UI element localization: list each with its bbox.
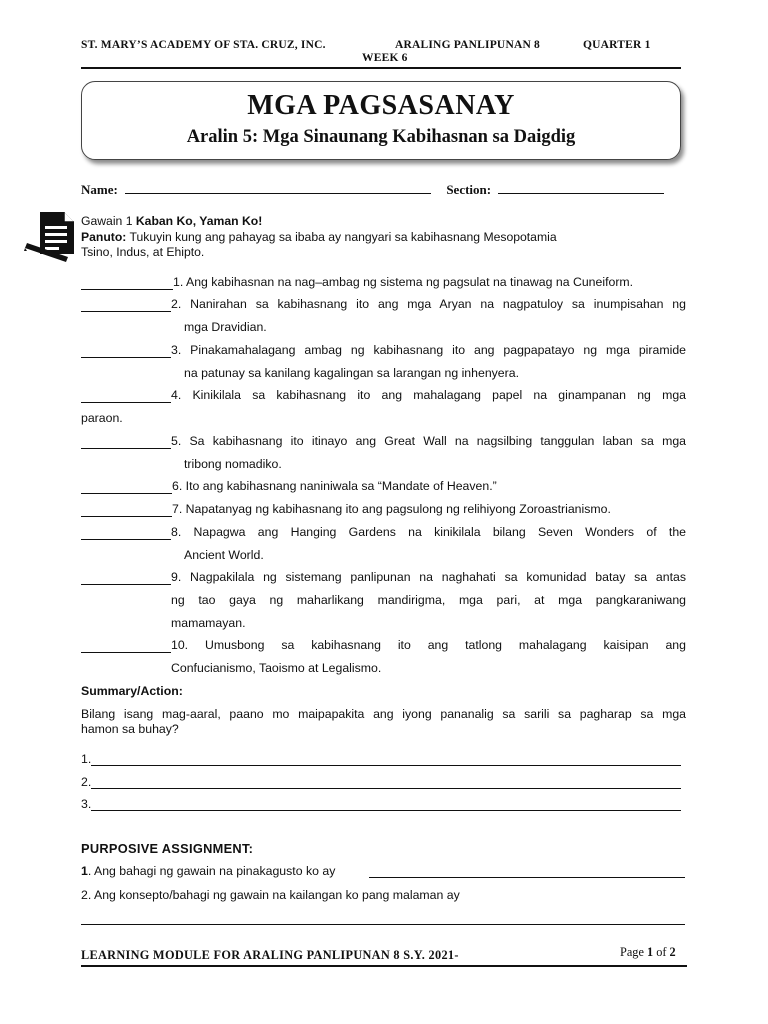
section-field[interactable] <box>498 182 664 194</box>
name-row <box>81 182 664 198</box>
instruction-label: Panuto: <box>81 230 127 244</box>
answer-blank-8[interactable] <box>81 539 171 540</box>
header-week: WEEK 6 <box>362 52 408 64</box>
activity-title <box>81 214 262 228</box>
activity-label: Gawain 1 <box>81 214 136 228</box>
item-9-cont: ng tao gaya ng maharlikang mandirigma, mga pari, at mga pangkaraniwang <box>171 593 686 607</box>
summary-answer-line-1[interactable] <box>91 765 681 766</box>
item-8-cont: Ancient World. <box>184 548 264 562</box>
footer-module: LEARNING MODULE FOR ARALING PANLIPUNAN 8 S.Y. 2021- <box>81 948 459 962</box>
instruction-line-2: Tsino, Indus, at Ehipto. <box>81 245 205 259</box>
header-divider <box>81 67 681 69</box>
item-5: 5. Sa kabihasnang ito itinayo ang Great Wall na nagsilbing tanggulan laban sa mga <box>171 434 686 448</box>
page-number: 1 <box>646 945 654 959</box>
item-8: 8. Napagwa ang Hanging Gardens na kinikilala bilang Seven Wonders of the <box>171 525 686 539</box>
assignment-answer-2[interactable] <box>81 924 685 925</box>
assignment-q2: 2. Ang konsepto/bahagi ng gawain na kailangan ko pang malaman ay <box>81 888 460 902</box>
summary-number-1: 1. <box>81 752 92 766</box>
page-total: 2 <box>669 945 676 959</box>
item-3-cont: na patunay sa kanilang kagalingan sa larangan ng inhenyera. <box>184 366 520 380</box>
summary-answer-line-2[interactable] <box>91 788 681 789</box>
footer-divider <box>81 965 687 967</box>
instruction-text: Tukuyin kung ang pahayag sa ibaba ay nangyari sa kabihasnang Mesopotamia <box>126 230 557 244</box>
item-9-cont-2: mamamayan. <box>171 616 246 630</box>
name-field[interactable] <box>125 182 431 194</box>
section-label: Section: <box>446 182 492 197</box>
summary-heading: Summary/Action: <box>81 684 183 698</box>
item-4-cont: paraon. <box>81 411 123 425</box>
answer-blank-5[interactable] <box>81 448 171 449</box>
answer-blank-1[interactable] <box>81 289 173 290</box>
item-3: 3. Pinakamahalagang ambag ng kabihasnang ito ang pagpapatayo ng mga piramide <box>171 343 686 357</box>
page-of: of <box>653 945 670 959</box>
title-box <box>81 81 681 160</box>
page-word: Page <box>620 945 647 959</box>
summary-number-2: 2. <box>81 775 92 789</box>
item-4: 4. Kinikilala sa kabihasnang ito ang mahalagang papel na ginampanan ng mga <box>171 388 686 402</box>
item-2: 2. Nanirahan sa kabihasnang ito ang mga Aryan na nagpatuloy sa inumpisahan ng <box>171 297 686 311</box>
header-school: ST. MARY’S ACADEMY OF STA. CRUZ, INC. <box>81 39 326 51</box>
answer-blank-2[interactable] <box>81 311 171 312</box>
page-title: MGA PAGSASANAY <box>247 90 515 121</box>
instruction-line-1 <box>81 230 557 244</box>
item-9: 9. Nagpakilala ng sistemang panlipunan na naghahati sa komunidad batay sa antas <box>171 570 686 584</box>
answer-blank-6[interactable] <box>81 493 172 494</box>
item-6: 6. Ito ang kabihasnang naniniwala sa “Mandate of Heaven.” <box>172 479 497 493</box>
answer-blank-3[interactable] <box>81 357 171 358</box>
header-quarter: QUARTER 1 <box>583 39 651 51</box>
summary-question: Bilang isang mag-aaral, paano mo maipapakita ang iyong pananalig sa sarili sa pagharap sa mga <box>81 707 686 721</box>
assignment-q1-number: 1 <box>81 864 88 878</box>
answer-blank-9[interactable] <box>81 584 171 585</box>
item-7: 7. Napatanyag ng kabihasnang ito ang pagsulong ng relihiyong Zoroastrianismo. <box>172 502 611 516</box>
lesson-title: Aralin 5: Mga Sinaunang Kabihasnan sa Daigdig <box>186 127 576 147</box>
header-subject: ARALING PANLIPUNAN 8 <box>395 39 540 51</box>
document-with-pen-icon <box>24 210 80 262</box>
name-label: Name: <box>81 182 118 197</box>
item-10-cont: Confucianismo, Taoismo at Legalismo. <box>171 661 382 675</box>
item-10: 10. Umusbong sa kabihasnang ito ang tatlong mahalagang kaisipan ang <box>171 638 686 652</box>
summary-number-3: 3. <box>81 797 92 811</box>
answer-blank-10[interactable] <box>81 652 171 653</box>
answer-blank-4[interactable] <box>81 402 171 403</box>
assignment-q1 <box>81 864 335 879</box>
item-2-cont: mga Dravidian. <box>184 320 267 334</box>
activity-name: Kaban Ko, Yaman Ko! <box>135 214 263 228</box>
footer-page <box>620 945 676 960</box>
assignment-q1-text: . Ang bahagi ng gawain na pinakagusto ko ay <box>87 864 336 878</box>
assignment-answer-1[interactable] <box>369 877 685 878</box>
answer-blank-7[interactable] <box>81 516 172 517</box>
summary-question-cont: hamon sa buhay? <box>81 722 179 736</box>
summary-answer-line-3[interactable] <box>91 810 681 811</box>
item-1: 1. Ang kabihasnan na nag–ambag ng sistema ng pagsulat na tinawag na Cuneiform. <box>173 275 634 289</box>
item-5-cont: tribong nomadiko. <box>184 457 282 471</box>
assignment-heading: PURPOSIVE ASSIGNMENT: <box>81 841 254 856</box>
